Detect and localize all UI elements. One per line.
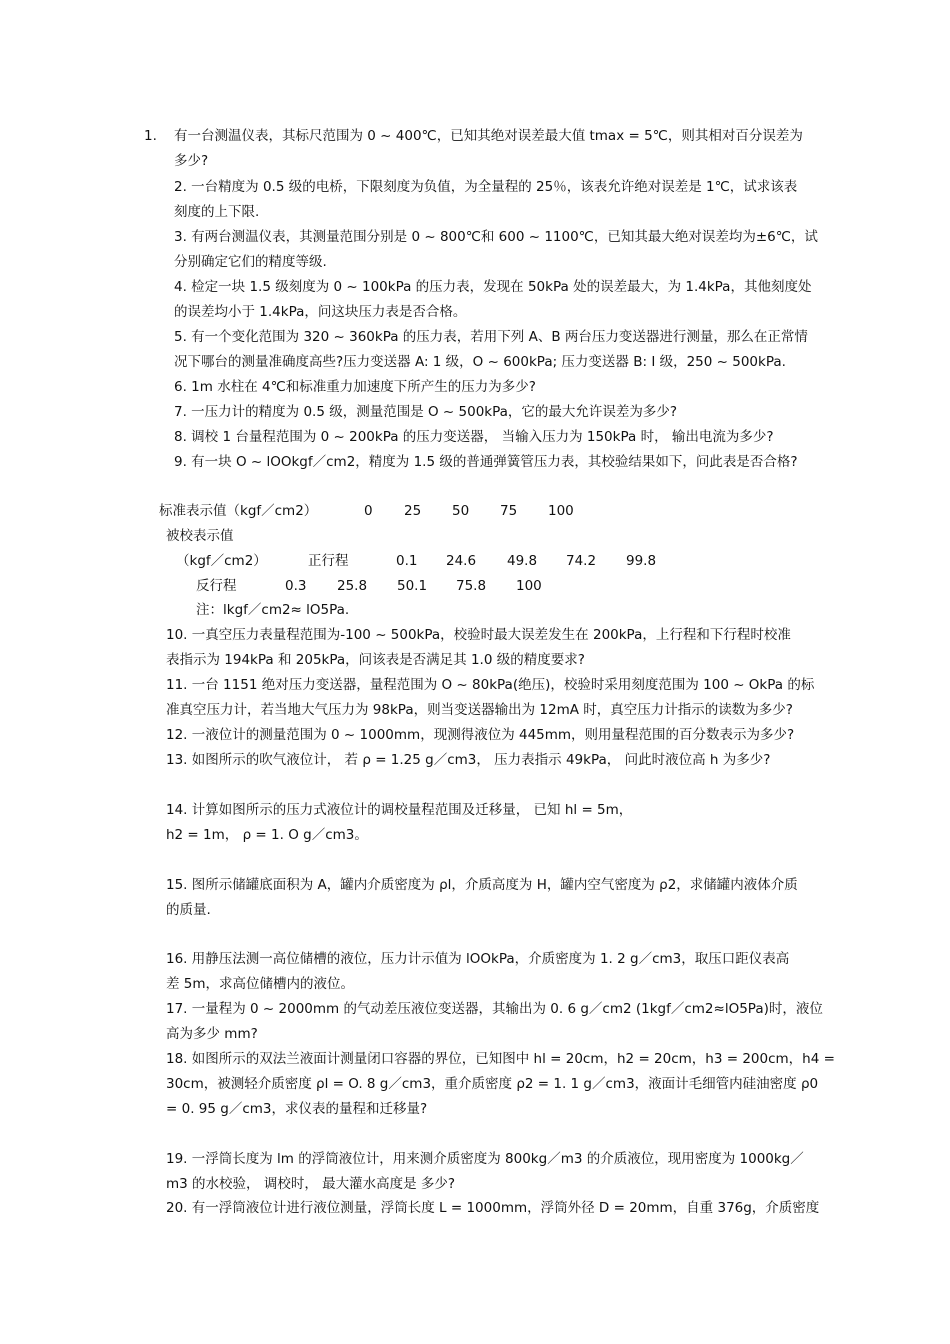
table-row-label: 被校表示值 [166, 528, 234, 544]
q16-line-2: 差 5m，求高位储槽内的液位。 [166, 976, 355, 992]
q5-line-2: 况下哪台的测量准确度高些?压力变送器 A: 1 级，O ~ 600kPa; 压力变送器 B: I 级，250 ~ 500kPa. [174, 354, 786, 370]
q6-line: 6. 1m 水柱在 4℃和标准重力加速度下所产生的压力为多少? [174, 379, 536, 395]
q10-line-2: 表指示为 194kPa 和 205kPa，问该表是否满足其 1.0 级的精度要求? [166, 652, 585, 668]
q4-line-1: 4. 检定一块 1.5 级刻度为 0 ~ 100kPa 的压力表，发现在 50kPa 处的误差最大，为 1.4kPa，其他刻度处 [174, 279, 812, 295]
q3-line-2: 分别确定它们的精度等级. [174, 254, 327, 270]
q11-line-2: 准真空压力计，若当地大气压力为 98kPa，则当变送器输出为 12mA 时，真空压力计指示的读数为多少? [166, 702, 793, 718]
q15-line-2: 的质量. [166, 902, 211, 918]
q10-line-1: 10. 一真空压力表量程范围为-100 ~ 500kPa，校验时最大误差发生在 200kPa，上行程和下行程时校准 [166, 627, 791, 643]
q19-line-2: m3 的水校验， 调校时， 最大灌水高度是 多少? [166, 1176, 456, 1192]
q14-line-1: 14. 计算如图所示的压力式液位计的调校量程范围及迁移量， 已知 hl = 5m， [166, 802, 633, 818]
forward-stroke-label: 正行程 [308, 553, 349, 569]
forward-stroke-value: 0.1 [396, 553, 418, 569]
reverse-stroke-value: 100 [516, 578, 542, 594]
q2-line-2: 刻度的上下限. [174, 204, 260, 220]
forward-stroke-value: 49.8 [507, 553, 538, 569]
q5-line-1: 5. 有一个变化范围为 320 ~ 360kPa 的压力表，若用下列 A、B 两台压力变送器进行测量，那么在正常情 [174, 329, 808, 345]
reverse-stroke-value: 0.3 [285, 578, 307, 594]
q8-line: 8. 调校 1 台量程范围为 0 ~ 200kPa 的压力变送器， 当输入压力为 150kPa 时， 输出电流为多少? [174, 429, 774, 445]
forward-stroke-value: 24.6 [446, 553, 477, 569]
q20-line-1: 20. 有一浮筒液位计进行液位测量，浮筒长度 L = 1000mm，浮筒外径 D = 20mm，自重 376g，介质密度 [166, 1200, 820, 1216]
table-note: 注：lkgf／cm2≈ lO5Pa. [196, 602, 350, 618]
table-header-value: 100 [548, 503, 574, 519]
q1-number: 1. [144, 128, 157, 144]
q1-line-2: 多少? [174, 153, 209, 169]
q7-line: 7. 一压力计的精度为 0.5 级，测量范围是 O ~ 500kPa，它的最大允许误差为多少? [174, 404, 678, 420]
q11-line-1: 11. 一台 1151 绝对压力变送器，量程范围为 O ~ 80kPa(绝压)，校验时采用刻度范围为 100 ~ OkPa 的标 [166, 677, 815, 693]
q15-line-1: 15. 图所示储罐底面积为 A，罐内介质密度为 ρl，介质高度为 H，罐内空气密度为 ρ2，求储罐内液体介质 [166, 877, 798, 893]
q18-line-2: 30cm，被测轻介质密度 ρl = O. 8 g／cm3，重介质密度 ρ2 = 1. 1 g／cm3，液面计毛细管内硅油密度 ρ0 [166, 1076, 819, 1092]
table-header-value: 75 [500, 503, 518, 519]
table-header-value: 0 [364, 503, 373, 519]
q9-line: 9. 有一块 O ~ lOOkgf／cm2，精度为 1.5 级的普通弹簧管压力表，其校验结果如下，问此表是否合格? [174, 454, 798, 470]
q17-line-2: 高为多少 mm? [166, 1026, 258, 1042]
table-header-label: 标准表示值（kgf／cm2） [159, 503, 318, 519]
q18-line-1: 18. 如图所示的双法兰液面计测量闭口容器的界位，已知图中 hl = 20cm，h2 = 20cm，h3 = 200cm，h4 = [166, 1051, 835, 1067]
q18-line-3: = 0. 95 g／cm3，求仪表的量程和迁移量? [166, 1101, 428, 1117]
q4-line-2: 的误差均小于 1.4kPa，问这块压力表是否合格。 [174, 304, 467, 320]
q12-line: 12. 一液位计的测量范围为 0 ~ 1000mm，现测得液位为 445mm，则用量程范围的百分数表示为多少? [166, 727, 795, 743]
q3-line-1: 3. 有两台测温仪表，其测量范围分别是 0 ~ 800℃和 600 ~ 1100℃，已知其最大绝对误差均为±6℃，试 [174, 229, 818, 245]
q2-line-1: 2. 一台精度为 0.5 级的电桥，下限刻度为负值，为全量程的 25％，该表允许绝对误差是 1℃，试求该表 [174, 179, 798, 195]
reverse-stroke-value: 50.1 [397, 578, 428, 594]
forward-stroke-value: 74.2 [566, 553, 597, 569]
reverse-stroke-label: 反行程 [196, 578, 237, 594]
q1-line-1: 有一台测温仪表，其标尺范围为 0 ~ 400℃，已知其绝对误差最大值 tmax = 5℃，则其相对百分误差为 [174, 128, 803, 144]
reverse-stroke-value: 75.8 [456, 578, 487, 594]
table-header-value: 50 [452, 503, 470, 519]
q14-line-2: h2 = 1m， ρ = 1. O g／cm3。 [166, 827, 368, 843]
q16-line-1: 16. 用静压法测一高位储槽的液位，压力计示值为 lOOkPa，介质密度为 1. 2 g／cm3，取压口距仪表高 [166, 951, 790, 967]
q17-line-1: 17. 一量程为 0 ~ 2000mm 的气动差压液位变送器，其输出为 0. 6 g／cm2 (1kgf／cm2≈lO5Pa)时，液位 [166, 1001, 823, 1017]
q13-line: 13. 如图所示的吹气液位计， 若 ρ = 1.25 g／cm3， 压力表指示 49kPa， 问此时液位高 h 为多少? [166, 752, 771, 768]
q19-line-1: 19. 一浮筒长度为 lm 的浮筒液位计，用来测介质密度为 800kg／m3 的介质液位，现用密度为 1000kg／ [166, 1151, 804, 1167]
table-header-value: 25 [404, 503, 422, 519]
reverse-stroke-value: 25.8 [337, 578, 368, 594]
forward-stroke-value: 99.8 [626, 553, 657, 569]
table-row-unit: （kgf／cm2） [176, 553, 267, 569]
